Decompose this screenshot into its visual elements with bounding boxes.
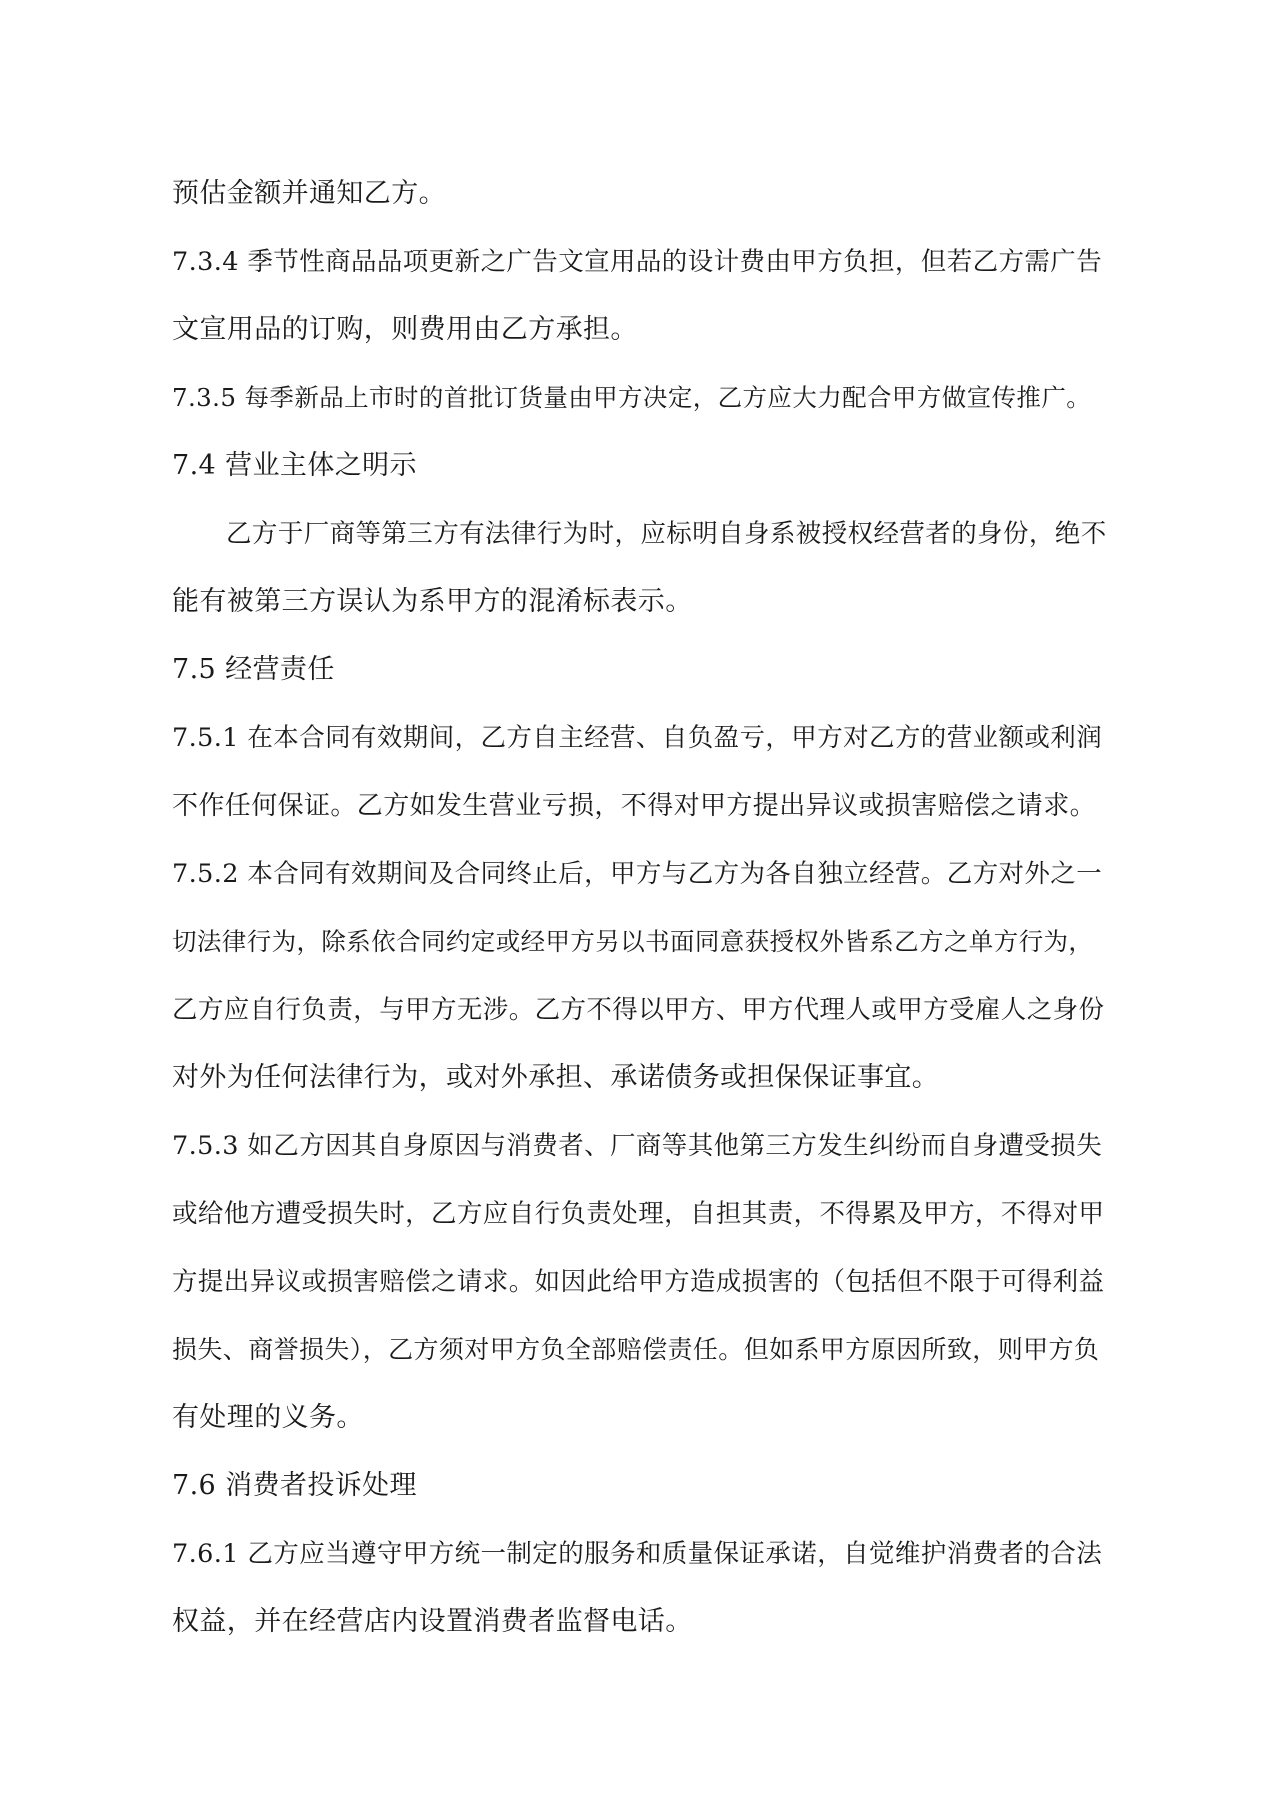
paragraph-line: 切法律行为，除系依合同约定或经甲方另以书面同意获授权外皆系乙方之单方行为， — [172, 927, 1094, 956]
paragraph-line: 损失、商誉损失），乙方须对甲方负全部赔偿责任。但如系甲方原因所致，则甲方负 — [172, 1335, 1100, 1364]
paragraph-line: 或给他方遭受损失时，乙方应自行负责处理，自担其责，不得累及甲方，不得对甲 — [172, 1199, 1105, 1229]
clause-7-3-4-line: 7.3.4 季节性商品品项更新之广告文宣用品的设计费由甲方负担，但若乙方需广告 — [172, 247, 1103, 277]
section-heading-7-6: 7.6 消费者投诉处理 — [172, 1470, 417, 1501]
paragraph-line: 有处理的义务。 — [172, 1402, 364, 1433]
paragraph-line: 不作任何保证。乙方如发生营业亏损，不得对甲方提出异议或损害赔偿之请求。 — [172, 791, 1097, 821]
document-page — [172, 160, 1108, 1656]
clause-7-5-2-line: 7.5.2 本合同有效期间及合同终止后，甲方与乙方为各自独立经营。乙方对外之一 — [172, 859, 1103, 889]
clause-7-3-5-line: 7.3.5 每季新品上市时的首批订货量由甲方决定，乙方应大力配合甲方做宣传推广。 — [172, 383, 1092, 412]
paragraph-line: 权益，并在经营店内设置消费者监督电话。 — [172, 1606, 693, 1637]
paragraph-line: 能有被第三方误认为系甲方的混淆标表示。 — [172, 586, 693, 617]
paragraph-line: 乙方应自行负责，与甲方无涉。乙方不得以甲方、甲方代理人或甲方受雇人之身份 — [172, 995, 1105, 1025]
section-heading-7-5: 7.5 经营责任 — [172, 654, 335, 685]
section-heading-7-4: 7.4 营业主体之明示 — [172, 450, 417, 481]
paragraph-line: 预估金额并通知乙方。 — [172, 178, 446, 209]
clause-7-5-3-line: 7.5.3 如乙方因其自身原因与消费者、厂商等其他第三方发生纠纷而自身遭受损失 — [172, 1131, 1103, 1161]
clause-7-6-1-line: 7.6.1 乙方应当遵守甲方统一制定的服务和质量保证承诺，自觉维护消费者的合法 — [172, 1539, 1103, 1569]
paragraph-line: 方提出异议或损害赔偿之请求。如因此给甲方造成损害的（包括但不限于可得利益 — [172, 1267, 1105, 1297]
paragraph-line: 对外为任何法律行为，或对外承担、承诺债务或担保保证事宜。 — [172, 1062, 940, 1093]
clause-7-5-1-line: 7.5.1 在本合同有效期间，乙方自主经营、自负盈亏，甲方对乙方的营业额或利润 — [172, 723, 1103, 753]
paragraph-line: 文宣用品的订购，则费用由乙方承担。 — [172, 314, 638, 345]
paragraph-line: 乙方于厂商等第三方有法律行为时，应标明自身系被授权经营者的身份，绝不 — [226, 519, 1107, 549]
